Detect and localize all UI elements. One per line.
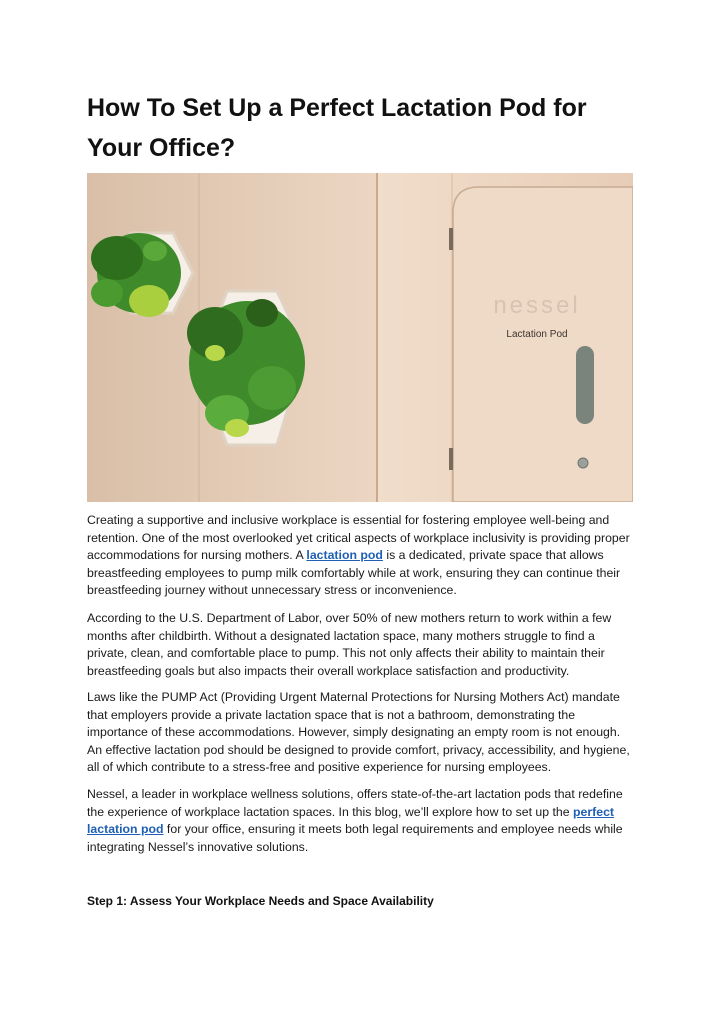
paragraph-intro-text-2: is a dedicated, private space that allows breastfeeding employees to pump milk comfortably while at work, ensuring they can continue their breastfeeding journey without unnecessary stress or inconvenience.	[87, 548, 621, 598]
paragraph-statistics: According to the U.S. Department of Labor, over 50% of new mothers return to work within a few months after childbirth. Without a designated lactation space, many mothers struggle to find a private, clean, and comfortable place to pump. This not only affects their ability to maintain their breastfeeding goals but also impacts their overall workplace satisfaction and productivity.	[87, 611, 612, 678]
perfect-lactation-pod-link[interactable]: perfect lactation pod	[87, 804, 615, 837]
brand-logo: nessel	[493, 292, 581, 319]
paragraph-intro-text-1: Creating a supportive and inclusive workplace is essential for fostering employee well-being and retention. One of the most overlooked yet critical aspects of workplace inclusivity is providing proper accommodations for nursing mothers. A	[87, 513, 630, 563]
step-1-heading: Step 1: Assess Your Workplace Needs and Space Availability	[87, 894, 434, 908]
hero-image-lactation-pod	[87, 173, 633, 502]
paragraph-nessel-text-1: Nessel, a leader in workplace wellness solutions, offers state-of-the-art lactation pods that redefine the experience of workplace lactation spaces. In this blog, we’ll explore how to set up the	[87, 787, 623, 819]
paragraph-nessel-text-2: for your office, ensuring it meets both legal requirements and employee needs while integrating Nessel’s innovative solutions.	[87, 822, 623, 854]
paragraph-pump-act: Laws like the PUMP Act (Providing Urgent Maternal Protections for Nursing Mothers Act) mandate that employers provide a private lactation space that is not a bathroom, demonstrating the importance of these accommodations. However, simply designating an empty room is not enough. An effective lactation pod should be designed to provide comfort, privacy, accessibility, and hygiene, all of which contribute to a stress-free and positive experience for nursing employees.	[87, 690, 630, 775]
paragraph-nessel	[87, 786, 635, 856]
door-label: Lactation Pod	[506, 329, 568, 340]
paragraph-intro	[87, 512, 635, 600]
lactation-pod-link[interactable]: lactation pod	[306, 548, 383, 563]
article-title: How To Set Up a Perfect Lactation Pod for Your Office?	[87, 94, 587, 162]
hexagon-planter-small	[91, 233, 193, 317]
